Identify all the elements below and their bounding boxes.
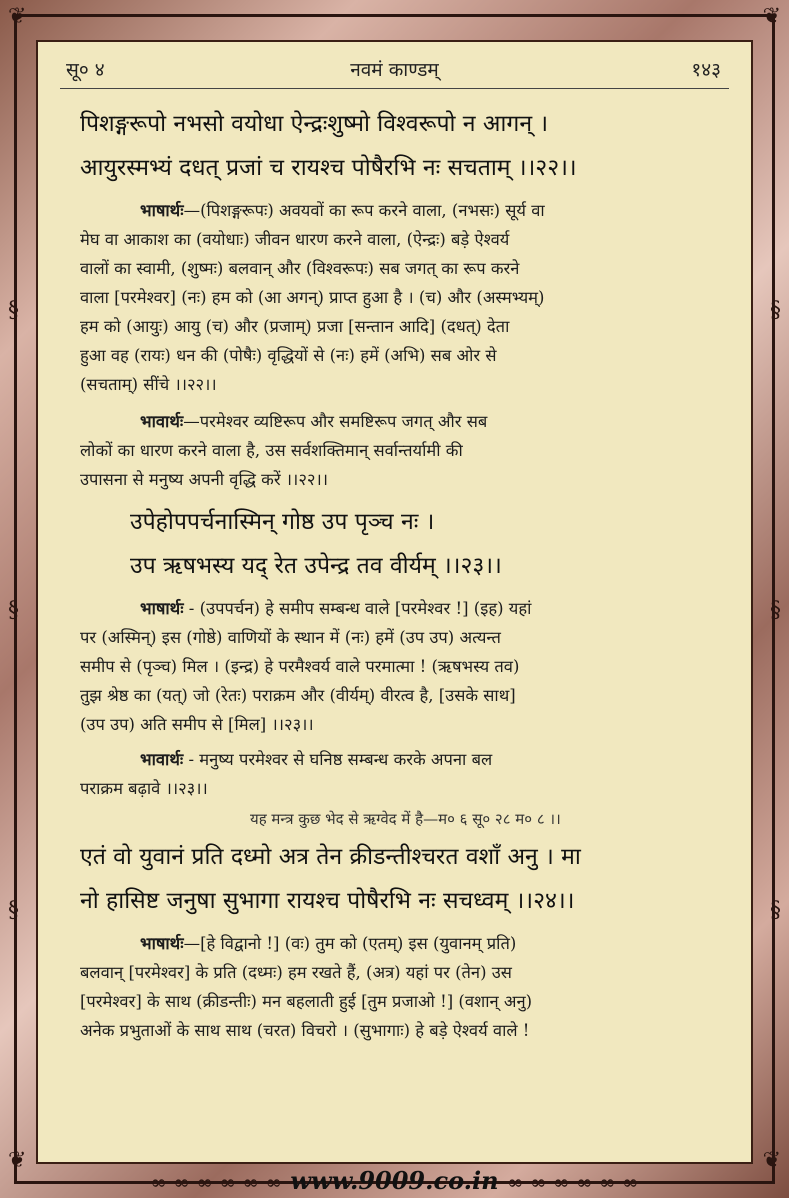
rigveda-reference-note: यह मन्त्र कुछ भेद से ऋग्वेद में है—म० ६ सू० २८ म० ८ ।। [250, 810, 561, 828]
bhashartha-24 [80, 929, 717, 1045]
page-header [38, 56, 751, 84]
bhashartha-22-line-7: (सचताम्) सींचे ।।२२।। [80, 375, 217, 394]
bhashartha-24-line-3: [परमेश्वर] के साथ (क्रीडन्तीः) मन बहलाती हुई [तुम प्रजाओ !] (वशान् अनु) [80, 992, 533, 1011]
footer-watermark [0, 1166, 789, 1198]
bhashartha-22-line-1: —(पिशङ्गरूपः) अवयवों का रूप करने वाला, (नभसः) सूर्य वा [183, 201, 545, 220]
side-ornament-icon: § [8, 598, 19, 623]
bhavartha-23 [80, 745, 717, 803]
bhashartha-23-line-1: - (उपपर्चन) हे समीप सम्बन्ध वाले [परमेश्वर !] (इह) यहां [183, 599, 532, 618]
mantra-24-line-2: नो हासिष्ट जनुषा सुभागा रायश्च पोषैरभि नः सचध्वम् ।।२४।। [80, 888, 575, 914]
corner-ornament-icon: ❦ [8, 4, 27, 29]
corner-ornament-icon: ❦ [762, 4, 781, 29]
corner-ornament-icon: ❦ [762, 1148, 781, 1173]
bhashartha-23-line-2: पर (अस्मिन्) इस (गोष्ठे) वाणियों के स्थान में (नः) हमें (उप उप) अत्यन्त [80, 628, 501, 647]
bhashartha-23-line-3: समीप से (पृञ्च) मिल । (इन्द्र) हे परमैश्वर्य वाले परमात्मा ! (ऋषभस्य तव) [80, 657, 520, 676]
corner-ornament-icon: ❦ [8, 1148, 27, 1173]
mantra-23-line-1: उपेहोपपर्चनास्मिन् गोष्ठ उप पृञ्च नः । [130, 509, 435, 535]
footer-ornament-icon: ∞ ∞ ∞ ∞ ∞ ∞ [506, 1170, 639, 1194]
bhashartha-24-line-2: बलवान् [परमेश्वर] के प्रति (दध्मः) हम रखते हैं, (अत्र) यहां पर (तेन) उस [80, 963, 512, 982]
mantra-22-line-2: आयुरस्मभ्यं दधत् प्रजां च रायश्च पोषैरभि नः सचताम् ।।२२।। [80, 155, 577, 181]
bhashartha-23-line-5: (उप उप) अति समीप से [मिल] ।।२३।। [80, 715, 314, 734]
page-content [38, 102, 751, 1045]
bhavartha-23-line-1: - मनुष्य परमेश्वर से घनिष्ठ सम्बन्ध करके अपना बल [183, 750, 493, 769]
bhashartha-24-line-4: अनेक प्रभुताओं के साथ साथ (चरत) विचरो । (सुभागाः) हे बड़े ऐश्वर्य वाले ! [80, 1021, 530, 1040]
side-ornament-icon: § [8, 298, 19, 323]
bhashartha-23 [80, 594, 717, 739]
bhavartha-23-line-2: पराक्रम बढ़ावे ।।२३।। [80, 779, 208, 798]
side-ornament-icon: § [770, 298, 781, 323]
bhashartha-22-line-6: हुआ वह (रायः) धन की (पोषैः) वृद्धियों से (नः) हमें (अभि) सब ओर से [80, 346, 497, 365]
bhashartha-22-line-2: मेघ वा आकाश का (वयोधाः) जीवन धारण करने वाला, (ऐन्द्रः) बड़े ऐश्वर्य [80, 230, 510, 249]
page [36, 40, 753, 1164]
bhashartha-24-line-1: —[हे विद्वानो !] (वः) तुम को (एतम्) इस (युवानम् प्रति) [183, 934, 517, 953]
side-ornament-icon: § [770, 598, 781, 623]
mantra-22-line-1: पिशङ्गरूपो नभसो वयोधा ऐन्द्रःशुष्मो विश्वरूपो न आगन् । [80, 111, 549, 137]
bhashartha-22 [80, 196, 717, 399]
bhavartha-22-line-1: —परमेश्वर व्यष्टिरूप और समष्टिरूप जगत् और सब [183, 412, 488, 431]
bhashartha-label: भाषार्थः [140, 201, 184, 220]
header-rule [60, 88, 729, 89]
bhavartha-label: भावार्थः [140, 412, 184, 431]
bhavartha-22-line-2: लोकों का धारण करने वाला है, उस सर्वशक्तिमान् सर्वान्तर्यामी की [80, 441, 463, 460]
kanda-title: नवमं काण्डम् [350, 59, 439, 81]
bhavartha-22-line-3: उपासना से मनुष्य अपनी वृद्धि करें ।।२२।। [80, 470, 328, 489]
mantra-23-line-2: उप ऋषभस्य यद् रेत उपेन्द्र तव वीर्यम् ।।२३।। [130, 553, 502, 579]
bhavartha-22 [80, 407, 717, 494]
footer-url: www.9009.co.in [290, 1166, 499, 1195]
side-ornament-icon: § [770, 898, 781, 923]
sukta-number: सू० ४ [66, 59, 105, 81]
bhashartha-label: भाषार्थः [140, 599, 184, 618]
mantra-24-line-1: एतं वो युवानं प्रति दध्मो अत्र तेन क्रीडन्तीश्चरत वशाँ अनु । मा [80, 844, 581, 870]
footer-ornament-icon: ∞ ∞ ∞ ∞ ∞ ∞ [150, 1170, 283, 1194]
bhashartha-22-line-4: वाला [परमेश्वर] (नः) हम को (आ अगन्) प्राप्त हुआ है । (च) और (अस्मभ्यम्) [80, 288, 545, 307]
side-ornament-icon: § [8, 898, 19, 923]
bhavartha-label: भावार्थः [140, 750, 184, 769]
bhashartha-22-line-5: हम को (आयुः) आयु (च) और (प्रजाम्) प्रजा [सन्तान आदि] (दधत्) देता [80, 317, 510, 336]
page-number: १४३ [691, 59, 721, 81]
bhashartha-23-line-4: तुझ श्रेष्ठ का (यत्) जो (रेतः) पराक्रम और (वीर्यम्) वीरत्व है, [उसके साथ] [80, 686, 516, 705]
bhashartha-22-line-3: वालों का स्वामी, (शुष्मः) बलवान् और (विश्वरूपः) सब जगत् का रूप करने [80, 259, 520, 278]
bhashartha-label: भाषार्थः [140, 934, 184, 953]
